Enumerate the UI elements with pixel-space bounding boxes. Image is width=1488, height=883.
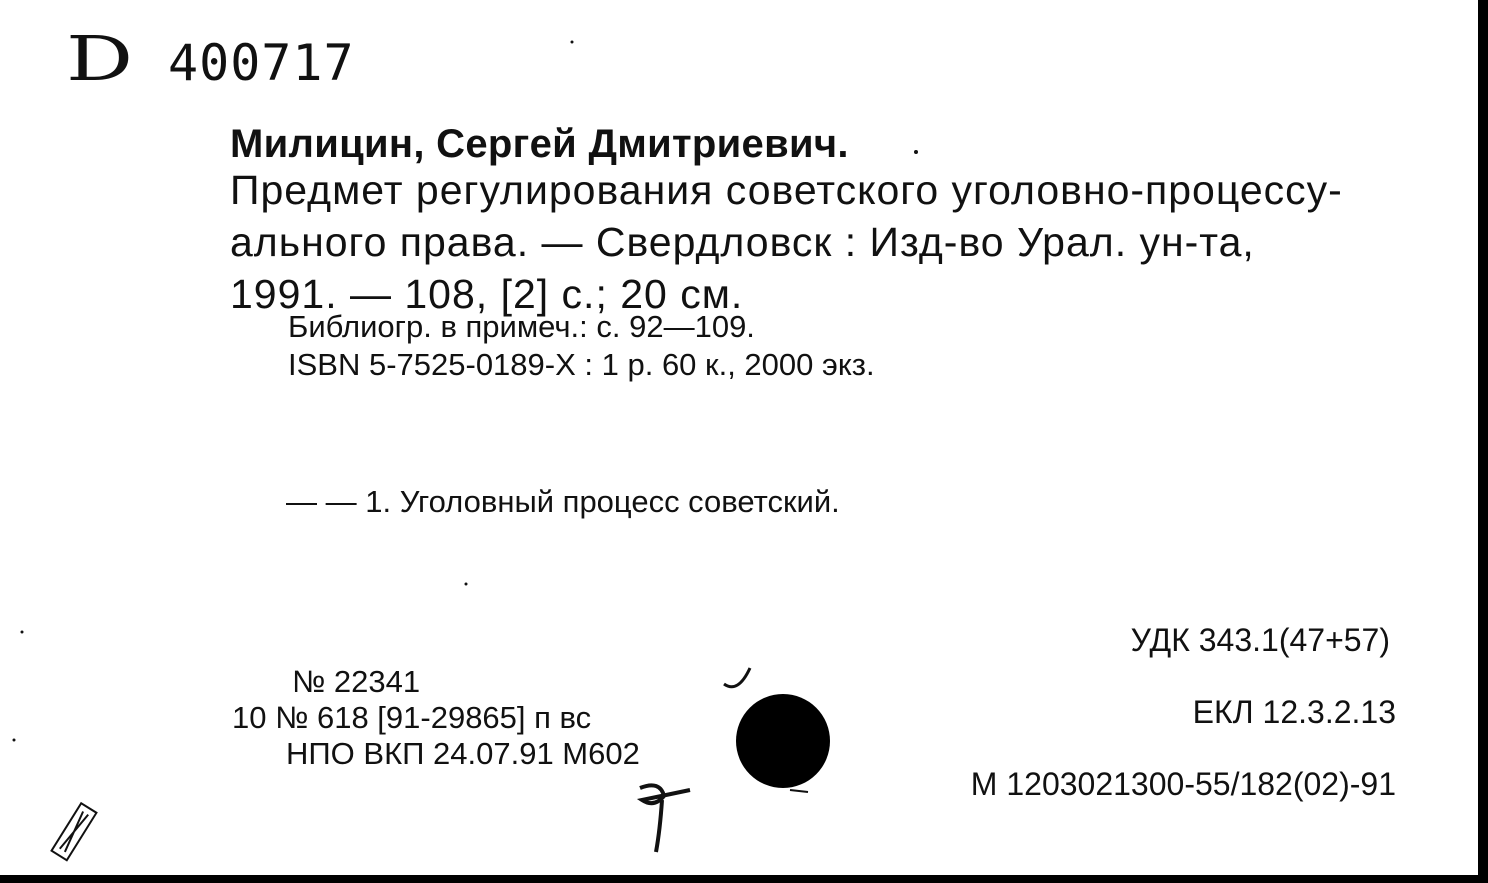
check-mark-icon: [724, 668, 750, 687]
bibliography-note: Библиогр. в примеч.: с. 92—109.: [288, 309, 755, 344]
description-line: ального права. — Свердловск : Изд-во Урал. ун-та,: [230, 219, 1255, 265]
accession-number: 400717: [168, 34, 355, 92]
ekl-code: ЕКЛ 12.3.2.13: [1192, 694, 1396, 730]
printer-info: НПО ВКП 24.07.91 М602: [286, 736, 640, 771]
description-line: 1991. — 108, [2] с.; 20 см.: [230, 271, 744, 317]
tick-icon: [790, 790, 808, 792]
author-heading: Милицин, Сергей Дмитриевич.: [230, 122, 849, 166]
print-number: № 22341: [292, 664, 421, 699]
m-code: М 1203021300-55/182(02)-91: [970, 766, 1396, 802]
description-line: Предмет регулирования советского уголовно-процессу-: [230, 167, 1343, 213]
isbn-note: ISBN 5-7525-0189-X : 1 р. 60 к., 2000 экз.: [288, 347, 875, 382]
subject-heading: — — 1. Уголовный процесс советский.: [286, 484, 840, 519]
handwritten-scribble-icon: [640, 785, 690, 852]
handwritten-letter: D: [66, 22, 134, 95]
stamp-mark-icon: [52, 803, 97, 860]
udc-code: УДК 343.1(47+57): [1130, 622, 1390, 658]
order-number: 10 № 618 [91-29865] п вс: [232, 700, 592, 735]
